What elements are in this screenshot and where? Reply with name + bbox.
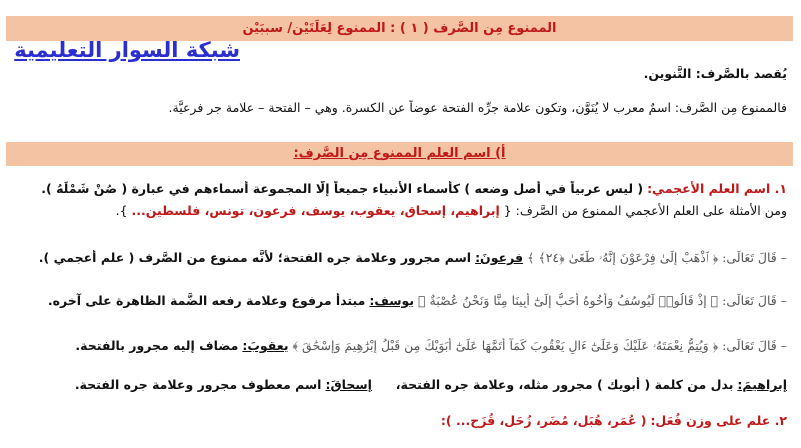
item2-label: ٢. علم على وزن فُعَل: [650,413,787,428]
parsing-note-ibrahim: بدل من كلمة ( أبويك ) مجرور مثله، وعلامة جره الفتحة، [395,377,734,392]
parsed-word-ibrahim: إبراهيمَ: [737,377,787,392]
verse-intro: – قَالَ تَعَالَى: [722,250,787,265]
parsed-word: فرعونَ: [475,250,524,265]
section-bar [6,142,793,166]
item2-examples: ( عُمَر، هُبَل، مُضَر، زُحَل، قُزَح... ): [440,413,647,428]
intro-explanation: فالممنوع مِن الصَّرف: اسمٌ معرب لا يُنَوَّن، وتكون علامة جرِّه الفتحة عوضاً عن الكسرة. وهي – الفتحة – علامة جر فرعيَّة. [168,100,787,115]
verse-text: ﴿ إِذْ قَالُوا۟ لَيُوسُفُ وَأَخُوهُ أَحَبُّ إِلَىٰٓ أَبِينَا مِنَّا وَنَحْنُ عُصْبَةٌ ﴾ [418,293,719,308]
parsing-note: مضاف إليه مجرور بالفتحة. [75,338,239,353]
examples-intro: ومن الأمثلة على العلم الأعجمي الممنوع من الصَّرف: { [503,203,787,218]
verse-text: ﴿ وَيُتِمُّ نِعْمَتَهُۥ عَلَيْكَ وَعَلَىٰٓ ءَالِ يَعْقُوبَ كَمَآ أَتَمَّهَا عَلَىٰٓ أَبَوَيْكَ مِن قَبْلُ إِبْرَٰهِيمَ وَإِسْحَٰقَ ﴾ [292,338,719,353]
item1-definition: ( ليس عربياً في أصل وضعه ) كأسماء الأنبياء جميعاً إلَّا المجموعة أسماءهم في عبارة ( صُنْ شَمْلَهُ ). [41,181,644,196]
parsed-word-ishaq: إسحاقَ: [325,377,372,392]
intro-line-1 [10,66,787,81]
examples-close: }. [115,203,128,218]
verse-line-3 [10,338,787,354]
extra-parsing-line [10,377,787,392]
verse-line-1 [10,250,787,266]
intro-line-2 [10,100,787,115]
item2-line [10,413,787,428]
section-title: أ) اسم العلم الممنوع مِن الصَّرف: [293,146,506,161]
parsing-note: اسم مجرور وعلامة جره الفتحة؛ لأنَّه ممنوع من الصَّرف ( علم أعجمي ). [38,250,472,265]
parsed-word: يوسف: [369,293,415,308]
parsing-note-ishaq: اسم معطوف مجرور وعلامة جره الفتحة. [74,377,322,392]
verse-intro: – قَالَ تَعَالَى: [722,293,787,308]
intro-definition: يُقصد بالصَّرف: التَّنوين. [643,66,787,81]
examples-list: إبراهيم، إسحاق، يعقوب، يوسف، فرعون، تونس، فلسطين... [131,203,500,218]
item1-examples-line [10,203,787,218]
verse-intro: – قَالَ تَعَالَى: [722,338,787,353]
page-title: الممنوع مِن الصَّرف ( ١ ) : الممنوع لِعَلَتَيْن/ سببَيْن [242,21,557,36]
item1-label: ١. اسم العلم الأعجمي: [647,181,787,196]
watermark-logo: شبكة السوار التعليمية [14,38,240,62]
verse-text: ﴿ ٱذْهَبْ إِلَىٰ فِرْعَوْنَ إِنَّهُۥ طَغَىٰ ﴿٢٤﴾ ﴾ [527,250,719,265]
item1-line [10,181,787,196]
parsed-word: يعقوبَ: [242,338,289,353]
verse-line-2 [10,293,787,308]
parsing-note: مبتدأ مرفوع وعلامة رفعه الضَّمة الظاهرة على آخره. [47,293,366,308]
